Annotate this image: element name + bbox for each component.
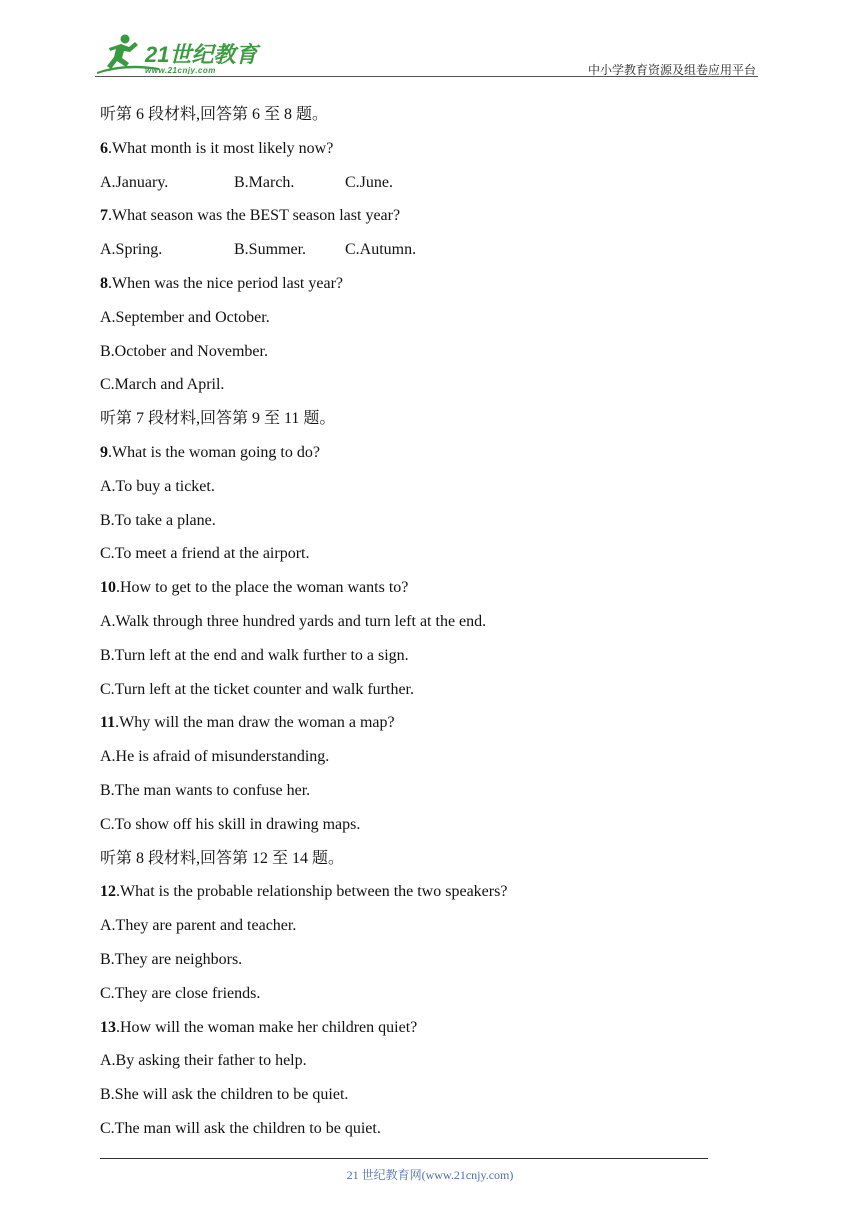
question-stem: .How will the woman make her children quiet? bbox=[116, 1018, 418, 1036]
footer-divider bbox=[100, 1158, 708, 1159]
platform-name: 中小学教育资源及组卷应用平台 bbox=[587, 63, 756, 77]
question-stem: .What is the woman going to do? bbox=[108, 443, 320, 461]
question-text bbox=[100, 577, 760, 611]
answer-option: A.They are parent and teacher. bbox=[100, 917, 297, 935]
header-divider bbox=[95, 76, 758, 77]
answer-option: C.The man will ask the children to be quiet. bbox=[100, 1119, 381, 1137]
question-text bbox=[100, 1017, 760, 1051]
logo-text: 21世纪教育 bbox=[145, 42, 258, 67]
question-number: 9 bbox=[100, 443, 108, 461]
answer-option: A.Spring. bbox=[100, 241, 163, 259]
question-stem: .When was the nice period last year? bbox=[108, 274, 344, 292]
answer-option: A.September and October. bbox=[100, 308, 270, 326]
answer-options-row bbox=[100, 239, 760, 273]
answer-option: B.She will ask the children to be quiet. bbox=[100, 1086, 349, 1104]
answer-option: C.They are close friends. bbox=[100, 984, 261, 1002]
answer-option: A.To buy a ticket. bbox=[100, 477, 215, 495]
answer-option: C.Turn left at the ticket counter and walk further. bbox=[100, 680, 414, 698]
question-number: 12 bbox=[100, 883, 116, 901]
answer-option: B.The man wants to confuse her. bbox=[100, 781, 311, 799]
answer-option: A.By asking their father to help. bbox=[100, 1052, 307, 1070]
question-number: 6 bbox=[100, 139, 108, 157]
question-stem: .Why will the man draw the woman a map? bbox=[115, 714, 395, 732]
answer-option: B.They are neighbors. bbox=[100, 950, 243, 968]
question-text bbox=[100, 138, 760, 172]
page-header bbox=[95, 30, 758, 77]
section-instruction: 听第 7 段材料,回答第 9 至 11 题。 bbox=[100, 410, 336, 428]
section-instruction: 听第 6 段材料,回答第 6 至 8 题。 bbox=[100, 106, 329, 123]
answer-option: B.Turn left at the end and walk further to a sign. bbox=[100, 646, 409, 664]
answer-option: C.To meet a friend at the airport. bbox=[100, 545, 310, 563]
answer-option: B.To take a plane. bbox=[100, 511, 216, 529]
answer-option: A.He is afraid of misunderstanding. bbox=[100, 748, 330, 766]
answer-option: A.January. bbox=[100, 173, 169, 191]
question-text bbox=[100, 881, 760, 915]
question-number: 8 bbox=[100, 274, 108, 292]
answer-options-row bbox=[100, 172, 760, 206]
question-stem: .What is the probable relationship between the two speakers? bbox=[116, 883, 508, 901]
question-number: 11 bbox=[100, 714, 116, 732]
answer-option: B.October and November. bbox=[100, 342, 268, 360]
answer-option: C.March and April. bbox=[100, 376, 225, 394]
section-instruction: 听第 8 段材料,回答第 12 至 14 题。 bbox=[100, 849, 345, 867]
question-text bbox=[100, 712, 760, 746]
question-text bbox=[100, 442, 760, 476]
answer-option: C.June. bbox=[345, 173, 393, 191]
site-logo bbox=[95, 32, 265, 74]
question-content bbox=[100, 104, 760, 1152]
page-footer: 21 世纪教育网(www.21cnjy.com) bbox=[346, 1168, 514, 1182]
answer-option: C.Autumn. bbox=[345, 241, 417, 259]
answer-option: B.Summer. bbox=[234, 241, 307, 259]
question-stem: .What month is it most likely now? bbox=[108, 139, 334, 157]
logo-url: www.21cnjy.com bbox=[145, 66, 216, 74]
question-number: 10 bbox=[100, 579, 116, 597]
answer-option: B.March. bbox=[234, 173, 295, 191]
answer-option: C.To show off his skill in drawing maps. bbox=[100, 815, 361, 833]
question-text bbox=[100, 205, 760, 239]
question-number: 13 bbox=[100, 1018, 116, 1036]
question-stem: .What season was the BEST season last year? bbox=[108, 207, 401, 225]
question-text bbox=[100, 273, 760, 307]
answer-option: A.Walk through three hundred yards and turn left at the end. bbox=[100, 612, 487, 630]
question-number: 7 bbox=[100, 207, 108, 225]
question-stem: .How to get to the place the woman wants to? bbox=[116, 579, 409, 597]
